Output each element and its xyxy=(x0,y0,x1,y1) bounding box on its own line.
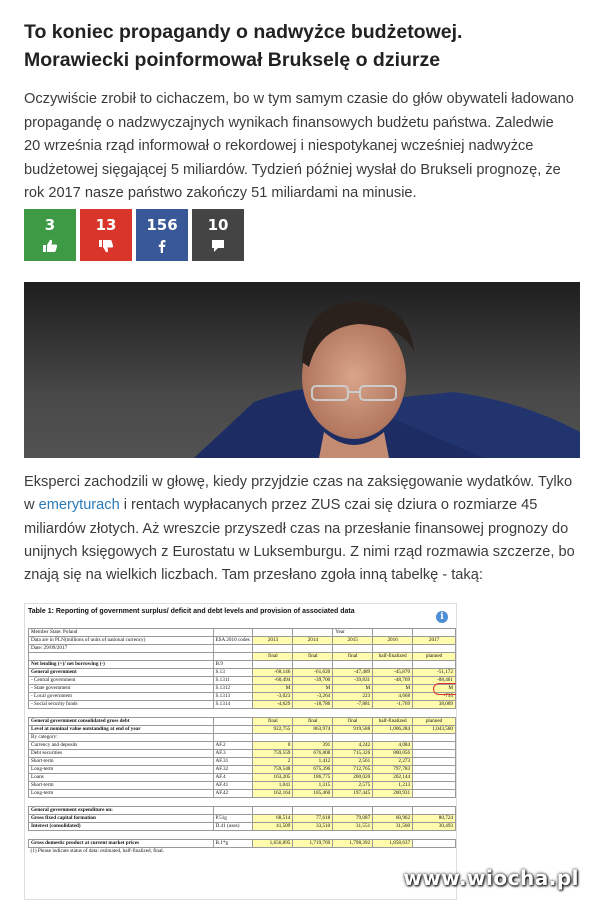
downvote-button[interactable] xyxy=(80,209,132,261)
table-row xyxy=(29,782,456,790)
upvote-count: 3 xyxy=(44,216,56,234)
table-row xyxy=(29,774,456,782)
table-cell xyxy=(413,790,456,798)
table-cell: 31,560 xyxy=(373,823,413,831)
table-cell: M xyxy=(373,685,413,693)
table-row xyxy=(29,718,456,726)
table-cell: final xyxy=(293,653,333,661)
table-cell: 759,559 xyxy=(253,750,293,758)
table-cell: final xyxy=(253,653,293,661)
table-cell: S.13 xyxy=(213,669,253,677)
table-cell: General government expenditure on: xyxy=(29,807,214,815)
table-cell xyxy=(29,831,214,840)
table-cell: 1,006,284 xyxy=(373,726,413,734)
table-row xyxy=(29,693,456,701)
table-cell: 4,242 xyxy=(333,742,373,750)
table-cell xyxy=(29,653,214,661)
table-row xyxy=(29,815,456,823)
table-cell xyxy=(333,798,373,807)
table-cell: S.1311 xyxy=(213,677,253,685)
table-cell: 1,315 xyxy=(293,782,333,790)
table-cell: Long-term xyxy=(29,766,214,774)
table-cell xyxy=(333,831,373,840)
table-row xyxy=(29,831,456,840)
table-cell xyxy=(293,709,333,718)
table-cell: 33,510 xyxy=(293,823,333,831)
table-cell: B.1*g xyxy=(213,840,253,848)
facebook-share-button[interactable] xyxy=(136,209,188,261)
table-cell: -4,629 xyxy=(253,701,293,709)
table-row xyxy=(29,734,456,742)
table-cell: 919,588 xyxy=(333,726,373,734)
table-cell: -1,769 xyxy=(373,701,413,709)
table-cell: 2,561 xyxy=(333,758,373,766)
table-cell: AF.2 xyxy=(213,742,253,750)
table-cell: Short-term xyxy=(29,782,214,790)
table-cell xyxy=(253,807,293,815)
table-cell: 1,412 xyxy=(293,758,333,766)
highlight-ring xyxy=(433,683,457,695)
table-row xyxy=(29,637,456,645)
table-cell: 41,509 xyxy=(253,823,293,831)
table-row xyxy=(29,629,456,637)
table-row xyxy=(29,677,456,685)
table-row xyxy=(29,726,456,734)
table-cell: -795 xyxy=(413,693,456,701)
table-cell: -18,786 xyxy=(293,701,333,709)
table-cell xyxy=(333,645,373,653)
table-cell xyxy=(253,709,293,718)
table-cell xyxy=(413,734,456,742)
table-cell xyxy=(333,807,373,815)
table-cell xyxy=(213,734,253,742)
link-emeryturach[interactable]: emeryturach xyxy=(38,497,120,514)
table-row xyxy=(29,685,456,693)
table-cell: (1) Please indicate status of data: estimated, half-finalized, final. xyxy=(30,848,165,854)
table-cell: 4,668 xyxy=(373,693,413,701)
table-cell: General government xyxy=(29,669,214,677)
table-cell: Net lending (+)/ net borrowing (-) xyxy=(29,661,214,669)
table-cell: Level at nominal value outstanding at end of year xyxy=(29,726,214,734)
downvote-count: 13 xyxy=(95,216,117,234)
table-cell: P.51g xyxy=(213,815,253,823)
table-cell xyxy=(373,734,413,742)
table-cell: -47,489 xyxy=(333,669,373,677)
table-cell: - Central government xyxy=(29,677,214,685)
article-lead: Oczywiście zrobił to cichaczem, bo w tym samym czasie do głów obywateli ładowano propagandę o nadzwyczajnych wynikach finansowych budżetu państwa. Zaledwie 20 września rząd informował o rekordowej i niespotykanej wcześniej nadwyżce budżetowej sięgającej 5 miliardów. Tydzień później wysłał do Brukseli prognozę, że rok 2017 nasze państwo zakończy 51 miliardami na minusie. xyxy=(24,91,574,201)
table-cell xyxy=(373,831,413,840)
table-cell: final xyxy=(253,718,293,726)
table-cell: M xyxy=(293,685,333,693)
table-cell: 2013 xyxy=(253,637,293,645)
table-cell xyxy=(333,734,373,742)
table-cell: 223 xyxy=(333,693,373,701)
table-cell: AF.42 xyxy=(213,790,253,798)
table-cell: AF.31 xyxy=(213,758,253,766)
table-cell: 922,755 xyxy=(253,726,293,734)
comments-count: 10 xyxy=(207,216,229,234)
table-cell: 2016 xyxy=(373,637,413,645)
table-cell: 800,056 xyxy=(373,750,413,758)
table-cell xyxy=(413,758,456,766)
table-row xyxy=(29,661,456,669)
table-row xyxy=(29,790,456,798)
table-cell xyxy=(413,629,456,637)
table-cell: 30,493 xyxy=(413,823,456,831)
table-row xyxy=(29,840,456,848)
table-cell: -51,172 xyxy=(413,669,456,677)
comments-button[interactable] xyxy=(192,209,244,261)
table-row xyxy=(29,807,456,815)
table-cell: 186,775 xyxy=(293,774,333,782)
table-cell xyxy=(413,742,456,750)
table-cell: 38,089 xyxy=(413,701,456,709)
table-cell: M xyxy=(253,685,293,693)
table-cell xyxy=(413,831,456,840)
table-cell: M xyxy=(333,685,373,693)
table-cell: Long-term xyxy=(29,790,214,798)
table-cell: M xyxy=(413,685,456,693)
table-cell xyxy=(373,709,413,718)
table-cell: - Local government xyxy=(29,693,214,701)
vote-bar xyxy=(24,209,244,261)
thumbs-up-icon xyxy=(42,239,58,253)
table-cell: 759,548 xyxy=(253,766,293,774)
table-row xyxy=(29,848,456,856)
table-cell: half-finalized xyxy=(373,718,413,726)
fiscal-table xyxy=(28,628,456,855)
table-cell: 185,460 xyxy=(293,790,333,798)
table-cell: 200,020 xyxy=(333,774,373,782)
table-cell: AF.41 xyxy=(213,782,253,790)
table-cell: final xyxy=(293,718,333,726)
table-cell xyxy=(213,653,253,661)
table-cell: Date: 29/09/2017 xyxy=(29,645,214,653)
table-cell: 2014 xyxy=(293,637,333,645)
table-row xyxy=(29,758,456,766)
table-cell: S.1313 xyxy=(213,693,253,701)
table-cell: -3,264 xyxy=(293,693,333,701)
table-cell xyxy=(333,709,373,718)
table-row xyxy=(29,645,456,653)
table-cell: 80,724 xyxy=(413,815,456,823)
table-cell xyxy=(253,831,293,840)
table-cell: 2015 xyxy=(333,637,373,645)
table-cell: 1,043,580 xyxy=(413,726,456,734)
article-title: To koniec propagandy o nadwyżce budżetowej. Morawiecki poinformował Brukselę o dziurze xyxy=(24,21,463,71)
table-cell xyxy=(253,661,293,669)
table-cell: planned xyxy=(413,718,456,726)
table-cell: 391 xyxy=(293,742,333,750)
table-cell xyxy=(293,661,333,669)
table-cell: -3,023 xyxy=(253,693,293,701)
table-cell: 715,326 xyxy=(333,750,373,758)
table-cell xyxy=(213,645,253,653)
table-cell: AF.4 xyxy=(213,774,253,782)
table-cell: ESA 2010 codes xyxy=(213,637,253,645)
table-cell xyxy=(413,782,456,790)
table-cell: By category: xyxy=(29,734,214,742)
table-cell: -88,461 xyxy=(413,677,456,685)
table-cell xyxy=(213,807,253,815)
table-cell: 2,575 xyxy=(333,782,373,790)
table-cell: half-finalized xyxy=(373,653,413,661)
man-portrait-illustration xyxy=(24,282,580,458)
table-cell xyxy=(29,798,214,807)
table-cell xyxy=(373,645,413,653)
table-cell: -39,831 xyxy=(333,677,373,685)
table-row xyxy=(29,742,456,750)
table-cell: 863,974 xyxy=(293,726,333,734)
table-cell xyxy=(413,645,456,653)
table-cell: final xyxy=(333,718,373,726)
table-cell: 797,783 xyxy=(373,766,413,774)
table-cell: General government consolidated gross debt xyxy=(29,718,214,726)
table-cell xyxy=(413,750,456,758)
table-row xyxy=(29,823,456,831)
table-cell: 197,445 xyxy=(333,790,373,798)
table-cell: 1,656,895 xyxy=(253,840,293,848)
table-cell xyxy=(413,661,456,669)
table-cell: planned xyxy=(413,653,456,661)
table-cell xyxy=(413,709,456,718)
table-cell xyxy=(293,798,333,807)
table-cell xyxy=(293,645,333,653)
table-cell: 1,213 xyxy=(373,782,413,790)
table-cell: 60,962 xyxy=(373,815,413,823)
table-row xyxy=(29,669,456,677)
table-row xyxy=(29,750,456,758)
table-cell: Gross fixed capital formation xyxy=(29,815,214,823)
body-text-1: Eksperci zachodzili w głowę, kiedy przyjdzie czas na zaksięgowanie wydatków. Tylko w xyxy=(24,474,573,514)
watermark: www.wiocha.pl xyxy=(403,866,579,890)
table-row xyxy=(29,653,456,661)
table-cell xyxy=(213,629,253,637)
article-body xyxy=(24,471,584,587)
table-cell xyxy=(293,629,333,637)
table-cell: - Social security funds xyxy=(29,701,214,709)
table-cell: 162,164 xyxy=(253,790,293,798)
table-cell xyxy=(29,709,214,718)
table-cell xyxy=(213,718,253,726)
table-cell: Short-term xyxy=(29,758,214,766)
table-cell: 202,144 xyxy=(373,774,413,782)
table-cell: final xyxy=(333,653,373,661)
table-row xyxy=(29,798,456,807)
table-cell xyxy=(413,807,456,815)
table-cell: 2 xyxy=(253,758,293,766)
table-cell: S.1314 xyxy=(213,701,253,709)
table-cell xyxy=(293,734,333,742)
table-cell: 163,205 xyxy=(253,774,293,782)
table-cell xyxy=(213,798,253,807)
table-cell: AF.32 xyxy=(213,766,253,774)
table-cell: Data are in PLN(millions of units of national currency) xyxy=(29,637,214,645)
table-row xyxy=(29,766,456,774)
table-cell: 1,719,769 xyxy=(293,840,333,848)
table-cell: -61,620 xyxy=(293,669,333,677)
table-cell: S.1312 xyxy=(213,685,253,693)
table-cell: 0 xyxy=(253,742,293,750)
table-cell: 77,618 xyxy=(293,815,333,823)
table-cell xyxy=(413,840,456,848)
table-cell: Debt securities xyxy=(29,750,214,758)
info-icon: i xyxy=(436,611,448,623)
table-cell: 200,931 xyxy=(373,790,413,798)
table-cell xyxy=(373,661,413,669)
table-cell xyxy=(373,629,413,637)
body-text-2: i rentach wypłacanych przez ZUS czai się dziura o rozmiarze 45 miliardów złotych. Aż wreszcie przyszedł czas na przesłanie finansowej prognozy do unijnych księgowych z Eurostatu w Luksemburgu. Z nimi rząd rozmawia szczerze, bo znają się na wielkich liczbach. Tam przesłano zgoła inną tabelkę - taką: xyxy=(24,497,575,584)
table-cell: Currency and deposits xyxy=(29,742,214,750)
table-cell xyxy=(253,734,293,742)
table-cell: -68,146 xyxy=(253,669,293,677)
table-cell xyxy=(253,645,293,653)
table-cell xyxy=(333,661,373,669)
table-cell: 676,808 xyxy=(293,750,333,758)
table-cell: 1,858,637 xyxy=(373,840,413,848)
article-photo xyxy=(24,282,580,458)
table-cell: -48,769 xyxy=(373,677,413,685)
table-cell: 2,273 xyxy=(373,758,413,766)
table-row xyxy=(29,709,456,718)
table-cell: Gross domestic product at current market prices xyxy=(29,840,214,848)
table-cell xyxy=(413,798,456,807)
table-cell: Loans xyxy=(29,774,214,782)
table-cell: B.9 xyxy=(213,661,253,669)
table-cell xyxy=(373,807,413,815)
table-cell: 712,765 xyxy=(333,766,373,774)
table-cell: Year xyxy=(333,629,373,637)
table-cell xyxy=(413,766,456,774)
table-cell: -39,700 xyxy=(293,677,333,685)
facebook-icon xyxy=(154,239,170,253)
table-cell: -60,494 xyxy=(253,677,293,685)
table-cell: 2017 xyxy=(413,637,456,645)
table-cell: AF.3 xyxy=(213,750,253,758)
table-cell: Interest (consolidated) xyxy=(29,823,214,831)
table-cell xyxy=(373,798,413,807)
table-cell: -7,881 xyxy=(333,701,373,709)
eurostat-table-image xyxy=(24,603,457,900)
comment-icon xyxy=(210,239,226,253)
table-cell: 4,084 xyxy=(373,742,413,750)
table-title: Table 1: Reporting of government surplus/ deficit and debt levels and provision of associated data xyxy=(28,608,355,615)
upvote-button[interactable] xyxy=(24,209,76,261)
facebook-share-count: 156 xyxy=(146,216,178,234)
table-cell: 68,514 xyxy=(253,815,293,823)
table-cell: Member State: Poland xyxy=(29,629,214,637)
table-cell: -45,870 xyxy=(373,669,413,677)
table-cell xyxy=(213,709,253,718)
table-cell xyxy=(253,629,293,637)
table-cell: 675,396 xyxy=(293,766,333,774)
table-cell xyxy=(213,831,253,840)
table-cell xyxy=(213,726,253,734)
table-row xyxy=(29,701,456,709)
table-cell: 1,041 xyxy=(253,782,293,790)
table-cell xyxy=(293,807,333,815)
table-cell: - State government xyxy=(29,685,214,693)
table-cell xyxy=(253,798,293,807)
table-cell: 1,798,392 xyxy=(333,840,373,848)
table-cell: 79,087 xyxy=(333,815,373,823)
thumbs-down-icon xyxy=(98,239,114,253)
table-cell xyxy=(293,831,333,840)
table-cell: 31,551 xyxy=(333,823,373,831)
table-cell xyxy=(413,774,456,782)
table-cell: D.41 (uses) xyxy=(213,823,253,831)
